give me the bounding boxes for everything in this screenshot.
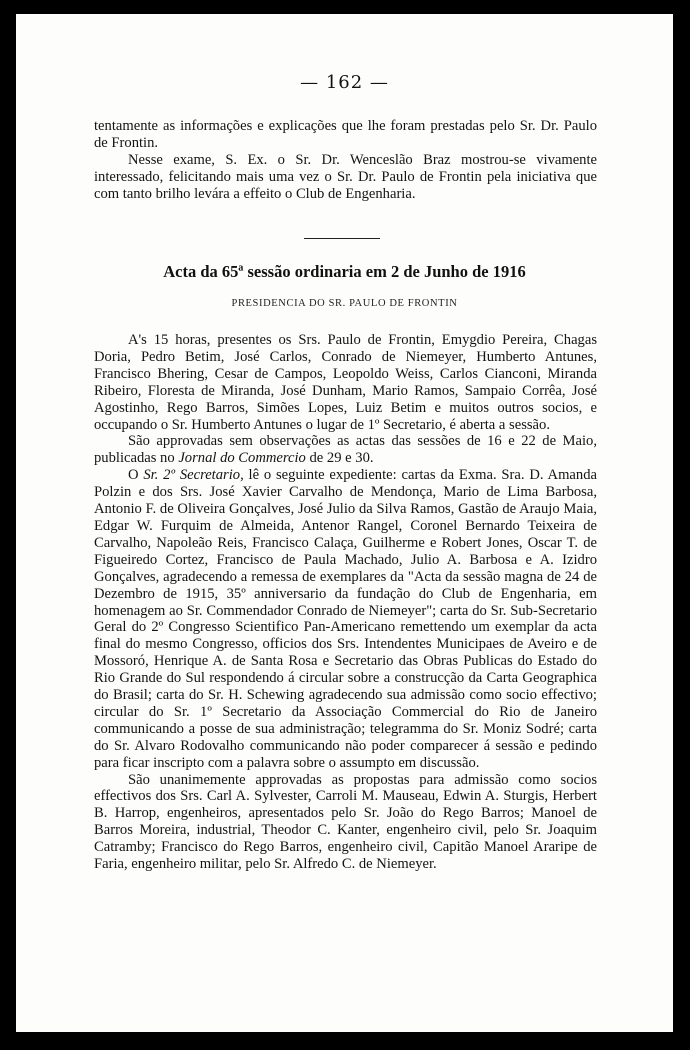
minutes-paragraph-1: A's 15 horas, presentes os Srs. Paulo de Frontin, Emygdio Pereira, Chagas Doria, Pedro Betim, José Carlos, Conrado de Niemeyer, Humberto Antunes, Francisco Bhering, Cesar de Campos, Leopoldo Weiss, Carlos Cianconi, Miranda Ribeiro, Floresta de Miranda, José Dunham, Mario Ramos, Sampaio Corrêa, José Agostinho, Rego Barros, Simões Lopes, Luiz Betim e muitos outros socios, e occupando o Sr. Humberto Antunes o lugar de 1º Secretario, é aberta a sessão. (94, 332, 597, 433)
intro-paragraph-1: tentamente as informações e explicações que lhe foram prestadas pelo Sr. Dr. Paulo de Frontin. (94, 118, 597, 151)
minutes-paragraph-4: São unanimemente approvadas as propostas para admissão como socios effectivos dos Srs. Carl A. Sylvester, Carroli M. Mauseau, Edwin A. Sturgis, Herbert B. Harrop, engenheiros, apresentados pelo Sr. João do Rego Barros; Manoel de Barros Moreira, industrial, Theodor C. Kanter, engenheiro civil, pelo Sr. Joaquim Catramby; Francisco do Rego Barros, engenheiro civil, Capitão Manoel Araripe de Faria, engenheiro militar, pelo Sr. Alfredo C. de Niemeyer. (94, 771, 597, 873)
journal-title: Jornal do Commercio (178, 450, 306, 467)
paragraph-3-text-end: lê o seguinte expediente: cartas da Exma. Sra. D. Amanda Polzin e dos Srs. José Xavier Carvalho de Mendonça, Mario de Lima Barbosa, Antonio F. de Oliveira Gonçalves, José Julio da Silva Ramos, Gastão de Araujo Maia, Edgar W. Furquim de Almeida, Antenor Rangel, Coronel Bernardo Teixeira de Carvalho, Napoleão Reis, Francisco Calaça, Guilherme e Robert Jones, Oscar T. de Figueiredo Cortez, Francisco de Paula Machado, Julio A. Barbosa e A. Izidro Gonçalves, agradecendo a remessa de exemplares da "Acta da sessão magna de 24 de Dezembro de 1915, 35º anniversario da fundação do Club de Engenharia, em homenagem ao Sr. Commendador Conrado de Niemeyer"; carta do Sr. Sub-Secretario Geral do 2º Congresso Scientifico Pan-Americano remettendo um exemplar da acta final do mesmo Congresso, officios dos Srs. Intendentes Municipaes de Aveiro e de Mossoró, Henrique A. de Santa Rosa e Secretario das Obras Publicas do Estado do Rio Grande do Sul respondendo á circular sobre a construcção da Carta Geographica do Brasil; carta do Sr. H. Schewing agradecendo sua admissão como socio effectivo; circular do Sr. 1º Secretario da Associação Commercial do Rio de Janeiro communicando a posse de sua administração; telegramma do Sr. Moniz Sodré; carta do Sr. Alvaro Rodovalho communicando não poder comparecer á sessão e pedindo para ficar inscripto com a palavra sobre o assumpto em discussão. (94, 467, 597, 771)
secretary-role: Sr. 2º Secretario, (143, 467, 244, 484)
section-heading: Acta da 65ª sessão ordinaria em 2 de Junho de 1916 (163, 262, 526, 281)
paragraph-3-text-start: O (128, 467, 144, 484)
paragraph-2-text-end: de 29 e 30. (305, 450, 374, 467)
minutes-paragraph-2 (94, 433, 597, 467)
intro-paragraph-2: Nesse exame, S. Ex. o Sr. Dr. Wenceslão Braz mostrou-se vivamente interessado, felicitando mais uma vez o Sr. Dr. Paulo de Frontin pela iniciativa que com tanto brilho levára a effeito o Club de Engenharia. (94, 151, 597, 202)
page-number: — 162 — (300, 72, 389, 93)
section-divider (304, 238, 380, 239)
document-page (16, 14, 673, 1032)
minutes-paragraph-3 (94, 467, 597, 771)
minutes-body (94, 332, 597, 873)
intro-text (94, 118, 597, 203)
paragraph-2-text-start: São approvadas sem observações as actas das sessões de 16 e 22 de Maio, publicadas no (94, 433, 597, 467)
section-subheading: PRESIDENCIA DO SR. PAULO DE FRONTIN (231, 298, 458, 309)
